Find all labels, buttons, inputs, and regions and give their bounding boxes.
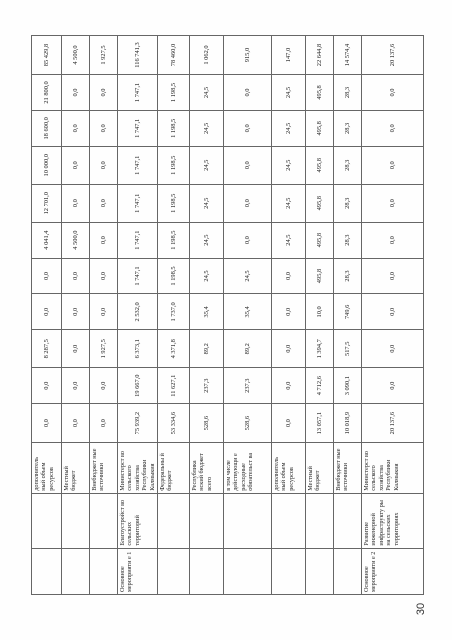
value-cell: 21 800,0: [32, 75, 62, 111]
table-row: [190, 36, 224, 595]
direction-cell: [334, 493, 362, 548]
value-cell: 28,3: [334, 222, 362, 258]
total-cell: 22 644,8: [306, 36, 334, 75]
value-cell: 28,3: [334, 184, 362, 222]
table-row: [334, 36, 362, 595]
value-cell: 24,5: [272, 146, 306, 184]
value-cell: 1 747,1: [118, 184, 158, 222]
value-cell: 24,5: [272, 110, 306, 146]
value-cell: 1 198,5: [158, 258, 190, 294]
value-cell: 0,0: [90, 75, 118, 111]
direction-cell: [224, 493, 272, 548]
value-cell: 0,0: [272, 368, 306, 404]
value-cell: 1 747,1: [118, 110, 158, 146]
value-cell: 4 500,0: [62, 222, 90, 258]
value-cell: 495,8: [306, 184, 334, 222]
table-row: [272, 36, 306, 595]
value-cell: 0,0: [272, 404, 306, 443]
value-cell: 495,8: [306, 75, 334, 111]
value-cell: 0,0: [90, 146, 118, 184]
table-row: [118, 36, 158, 595]
value-cell: 24,5: [190, 184, 224, 222]
value-cell: 749,6: [334, 294, 362, 330]
value-cell: 0,0: [90, 110, 118, 146]
activity-cell: [306, 548, 334, 594]
value-cell: 1 198,5: [158, 146, 190, 184]
direction-cell: [90, 493, 118, 548]
value-cell: 0,0: [62, 75, 90, 111]
total-cell: 147,0: [272, 36, 306, 75]
activity-cell: [158, 548, 190, 594]
table-row: [306, 36, 334, 595]
value-cell: 1 747,1: [118, 75, 158, 111]
value-cell: 24,5: [190, 75, 224, 111]
value-cell: 13 057,1: [306, 404, 334, 443]
direction-cell: Благоустройст во сельских территорий: [118, 493, 158, 548]
table-row: [32, 36, 62, 595]
direction-cell: [158, 493, 190, 548]
value-cell: 0,0: [90, 294, 118, 330]
value-cell: 1 747,1: [118, 258, 158, 294]
value-cell: 517,5: [334, 330, 362, 368]
activity-cell: Основное мероприяти е 2: [362, 548, 424, 594]
value-cell: 20 137,6: [362, 404, 424, 443]
value-cell: 24,5: [272, 75, 306, 111]
total-cell: 116 741,3: [118, 36, 158, 75]
value-cell: 495,8: [306, 110, 334, 146]
value-cell: 24,5: [190, 258, 224, 294]
value-cell: 0,0: [62, 294, 90, 330]
value-cell: 6 373,1: [118, 330, 158, 368]
table-row: [224, 36, 272, 595]
value-cell: 0,0: [362, 110, 424, 146]
value-cell: 0,0: [272, 294, 306, 330]
value-cell: 1 198,5: [158, 222, 190, 258]
total-cell: 20 137,6: [362, 36, 424, 75]
direction-cell: [62, 493, 90, 548]
value-cell: 35,4: [224, 294, 272, 330]
value-cell: 35,4: [190, 294, 224, 330]
table-body: [32, 36, 424, 595]
value-cell: 2 532,0: [118, 294, 158, 330]
value-cell: 1 198,5: [158, 184, 190, 222]
activity-cell: [90, 548, 118, 594]
value-cell: 1 927,5: [90, 330, 118, 368]
value-cell: 495,8: [306, 146, 334, 184]
value-cell: 0,0: [62, 330, 90, 368]
source-cell: Министерст во сельского хозяйства Республики Калмыкия: [362, 443, 424, 494]
value-cell: 0,0: [272, 258, 306, 294]
value-cell: 11 627,1: [158, 368, 190, 404]
table-row: [158, 36, 190, 595]
source-cell: дополнитель ный объем ресурсов: [272, 443, 306, 494]
direction-cell: [306, 493, 334, 548]
total-cell: 1 062,0: [190, 36, 224, 75]
value-cell: 89,2: [224, 330, 272, 368]
value-cell: 0,0: [362, 146, 424, 184]
value-cell: 0,0: [362, 368, 424, 404]
source-cell: Республика нский бюджет всего: [190, 443, 224, 494]
total-cell: 4 500,0: [62, 36, 90, 75]
value-cell: 28,3: [334, 146, 362, 184]
value-cell: 24,5: [190, 110, 224, 146]
value-cell: 0,0: [32, 404, 62, 443]
value-cell: 495,8: [306, 258, 334, 294]
activity-cell: [190, 548, 224, 594]
source-cell: Местный бюджет: [62, 443, 90, 494]
value-cell: 3 090,1: [334, 368, 362, 404]
value-cell: 0,0: [362, 330, 424, 368]
source-cell: в том числе действующи е расходные обязательст ва: [224, 443, 272, 494]
source-cell: дополнитель ный объем ресурсов: [32, 443, 62, 494]
value-cell: 10 000,0: [32, 146, 62, 184]
activity-cell: Основное мероприяти е 1: [118, 548, 158, 594]
value-cell: 1 747,1: [118, 222, 158, 258]
table-row: [362, 36, 424, 595]
value-cell: 0,0: [362, 258, 424, 294]
table-row: [90, 36, 118, 595]
value-cell: 0,0: [224, 146, 272, 184]
activity-cell: [62, 548, 90, 594]
direction-cell: Развитие инженерной инфраструкту ры на сельских территориях: [362, 493, 424, 548]
value-cell: 75 939,2: [118, 404, 158, 443]
source-cell: Местный бюджет: [306, 443, 334, 494]
value-cell: 0,0: [62, 368, 90, 404]
total-cell: 14 574,4: [334, 36, 362, 75]
value-cell: 0,0: [62, 404, 90, 443]
value-cell: 1 198,5: [158, 110, 190, 146]
value-cell: 1 737,0: [158, 294, 190, 330]
value-cell: 4 041,4: [32, 222, 62, 258]
value-cell: 528,6: [190, 404, 224, 443]
activity-cell: [334, 548, 362, 594]
value-cell: 0,0: [224, 75, 272, 111]
value-cell: 237,3: [190, 368, 224, 404]
value-cell: 0,0: [362, 75, 424, 111]
value-cell: 0,0: [90, 404, 118, 443]
value-cell: 4 371,8: [158, 330, 190, 368]
activity-cell: [224, 548, 272, 594]
source-cell: Внебюджет ные источники: [90, 443, 118, 494]
rotated-table-container: [31, 35, 441, 595]
value-cell: 0,0: [362, 184, 424, 222]
value-cell: 0,0: [90, 258, 118, 294]
direction-cell: [272, 493, 306, 548]
page-number: 30: [414, 602, 427, 616]
value-cell: 4 712,6: [306, 368, 334, 404]
total-cell: 1 927,5: [90, 36, 118, 75]
value-cell: 0,0: [62, 258, 90, 294]
value-cell: 28,3: [334, 75, 362, 111]
value-cell: 0,0: [272, 330, 306, 368]
value-cell: 0,0: [362, 222, 424, 258]
value-cell: 0,0: [32, 294, 62, 330]
value-cell: 0,0: [62, 146, 90, 184]
value-cell: 24,5: [224, 258, 272, 294]
activity-cell: [272, 548, 306, 594]
value-cell: 12 701,0: [32, 184, 62, 222]
value-cell: 53 334,6: [158, 404, 190, 443]
total-cell: 85 429,8: [32, 36, 62, 75]
value-cell: 0,0: [362, 294, 424, 330]
value-cell: 0,0: [90, 184, 118, 222]
value-cell: 18 600,0: [32, 110, 62, 146]
value-cell: 28,3: [334, 110, 362, 146]
value-cell: 24,5: [190, 222, 224, 258]
value-cell: 28,3: [334, 258, 362, 294]
value-cell: 1 198,5: [158, 75, 190, 111]
value-cell: 0,0: [32, 258, 62, 294]
total-cell: 915,0: [224, 36, 272, 75]
value-cell: 10 018,9: [334, 404, 362, 443]
value-cell: 1 394,7: [306, 330, 334, 368]
budget-table: [31, 35, 424, 595]
value-cell: 0,0: [224, 184, 272, 222]
value-cell: 1 747,1: [118, 146, 158, 184]
value-cell: 24,5: [272, 222, 306, 258]
direction-cell: [190, 493, 224, 548]
value-cell: 24,5: [272, 184, 306, 222]
value-cell: 0,0: [32, 368, 62, 404]
value-cell: 19 667,0: [118, 368, 158, 404]
activity-cell: [32, 548, 62, 594]
value-cell: 0,0: [62, 184, 90, 222]
source-cell: Федеральны й бюджет: [158, 443, 190, 494]
value-cell: 0,0: [62, 110, 90, 146]
value-cell: 8 287,5: [32, 330, 62, 368]
source-cell: Внебюджет ные источники: [334, 443, 362, 494]
value-cell: 237,3: [224, 368, 272, 404]
source-cell: Министерст во сельского хозяйства Республики Калмыкия: [118, 443, 158, 494]
value-cell: 0,0: [224, 222, 272, 258]
value-cell: 0,0: [90, 222, 118, 258]
value-cell: 89,2: [190, 330, 224, 368]
total-cell: 78 460,0: [158, 36, 190, 75]
value-cell: 495,8: [306, 222, 334, 258]
value-cell: 528,6: [224, 404, 272, 443]
direction-cell: [32, 493, 62, 548]
value-cell: 24,5: [190, 146, 224, 184]
table-row: [62, 36, 90, 595]
value-cell: 0,0: [224, 110, 272, 146]
value-cell: 10,0: [306, 294, 334, 330]
value-cell: 0,0: [90, 368, 118, 404]
